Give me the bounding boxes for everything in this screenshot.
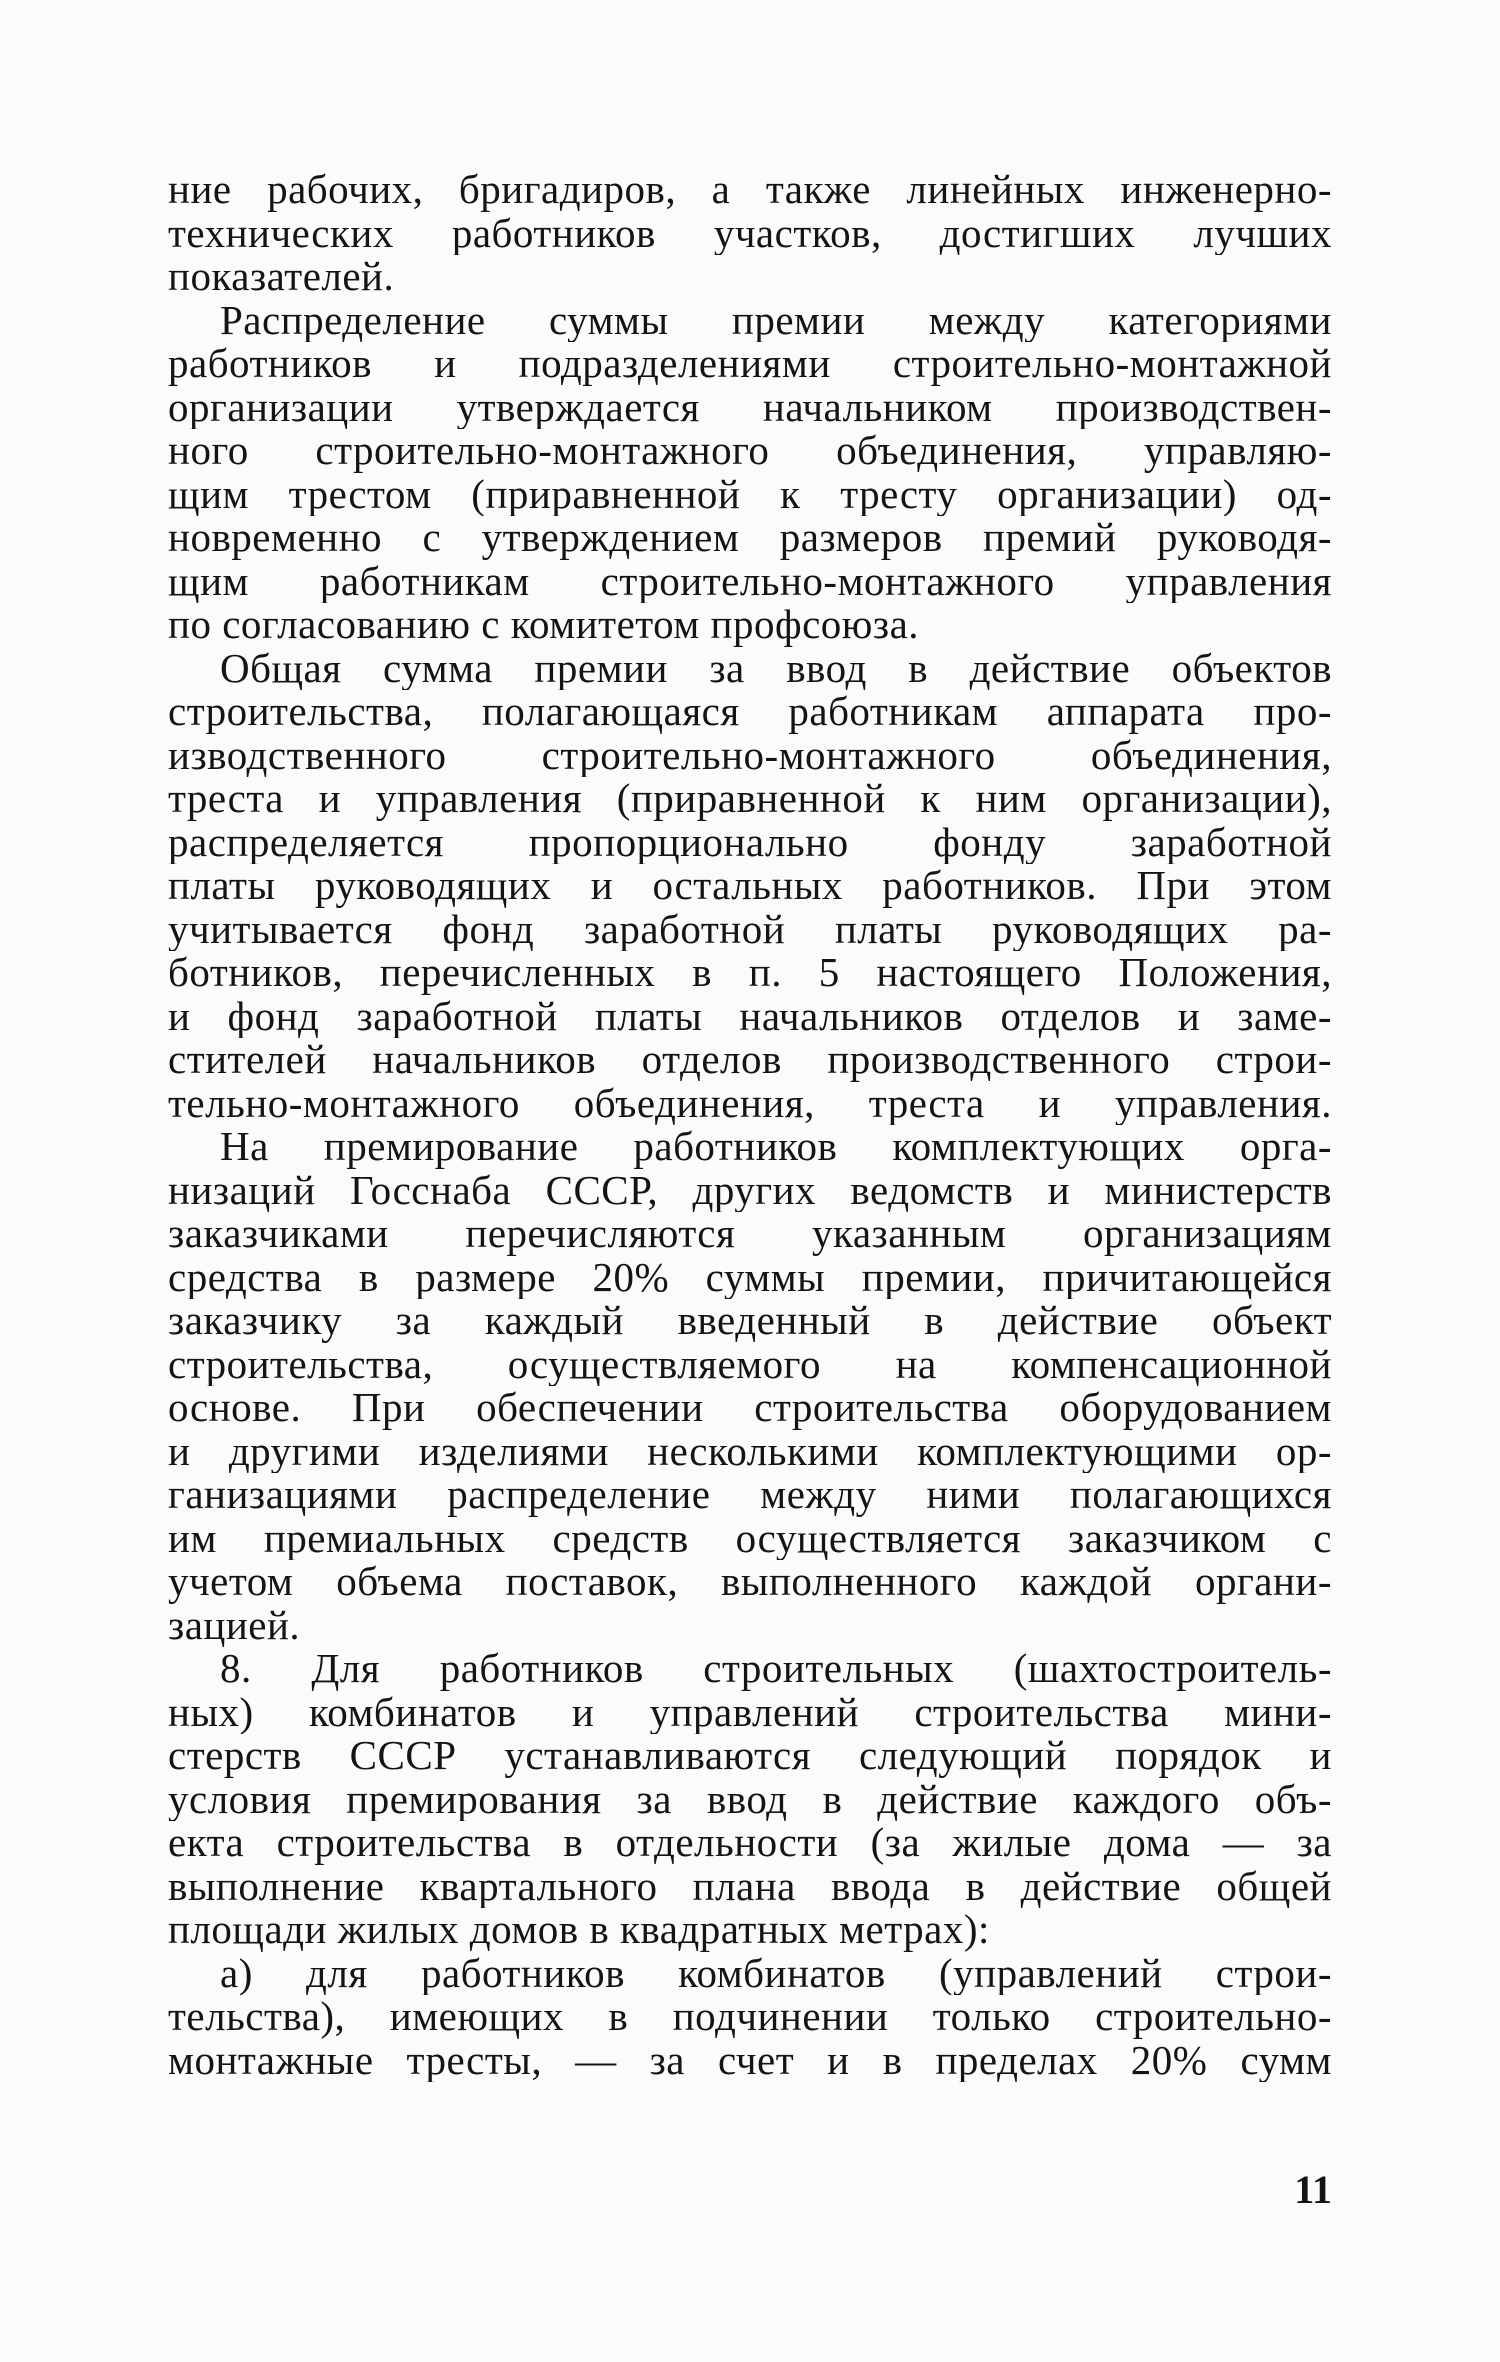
text-line: а) для работников комбинатов (управлений строи- bbox=[220, 1951, 1332, 1995]
text-line: организации утверждается начальником производствен- bbox=[168, 385, 1332, 429]
text-line: основе. При обеспечении строительства оборудованием bbox=[168, 1386, 1332, 1430]
text-line: распределяется пропорционально фонду заработной bbox=[168, 820, 1332, 864]
text-line: заказчику за каждый введенный в действие объект bbox=[168, 1299, 1332, 1343]
text-line: заказчиками перечисляются указанным организациям bbox=[168, 1212, 1332, 1256]
text-line: тельства), имеющих в подчинении только строительно- bbox=[168, 1995, 1332, 2039]
text-line: ных) комбинатов и управлений строительства мини- bbox=[168, 1690, 1332, 1734]
text-line: учитывается фонд заработной платы руководящих ра- bbox=[168, 907, 1332, 951]
paragraph bbox=[168, 1952, 1332, 2083]
text-line: строительства, осуществляемого на компенсационной bbox=[168, 1342, 1332, 1386]
paragraph bbox=[168, 1647, 1332, 1952]
text-line: ботников, перечисленных в п. 5 настоящего Положения, bbox=[168, 951, 1332, 995]
text-line: Распределение суммы премии между категориями bbox=[220, 298, 1332, 342]
text-line: На премирование работников комплектующих орга- bbox=[220, 1125, 1332, 1169]
text-line: щим трестом (приравненной к тресту организации) од- bbox=[168, 472, 1332, 516]
page-number: 11 bbox=[1294, 2167, 1332, 2212]
text-line: зацией. bbox=[168, 1603, 301, 1647]
paragraph bbox=[168, 299, 1332, 647]
text-line: стителей начальников отделов производственного строи- bbox=[168, 1038, 1332, 1082]
text-line: показателей. bbox=[168, 255, 395, 299]
text-line: и другими изделиями несколькими комплектующими ор- bbox=[168, 1429, 1332, 1473]
text-line: площади жилых домов в квадратных метрах): bbox=[168, 1908, 990, 1952]
text-line: екта строительства в отдельности (за жилые дома — за bbox=[168, 1821, 1332, 1865]
text-line: Общая сумма премии за ввод в действие объектов bbox=[220, 646, 1332, 690]
text-line: ного строительно-монтажного объединения, управляю- bbox=[168, 429, 1332, 473]
paragraph bbox=[168, 647, 1332, 1126]
text-line: технических работников участков, достигших лучших bbox=[168, 211, 1332, 255]
text-line: и фонд заработной платы начальников отделов и заме- bbox=[168, 994, 1332, 1038]
text-line: им премиальных средств осуществляется заказчиком с bbox=[168, 1516, 1332, 1560]
text-line: треста и управления (приравненной к ним организации), bbox=[168, 777, 1332, 821]
text-line: выполнение квартального плана ввода в действие общей bbox=[168, 1864, 1332, 1908]
text-line: ганизациями распределение между ними полагающихся bbox=[168, 1473, 1332, 1517]
paragraph bbox=[168, 168, 1332, 299]
text-line: 8. Для работников строительных (шахтостроитель- bbox=[220, 1647, 1332, 1691]
text-line: платы руководящих и остальных работников. При этом bbox=[168, 864, 1332, 908]
text-line: условия премирования за ввод в действие каждого объ- bbox=[168, 1777, 1332, 1821]
text-line: учетом объема поставок, выполненного каждой органи- bbox=[168, 1560, 1332, 1604]
text-line: монтажные тресты, — за счет и в пределах 20% сумм bbox=[168, 2038, 1332, 2082]
text-line: низаций Госснаба СССР, других ведомств и министерств bbox=[168, 1168, 1332, 1212]
text-line: ние рабочих, бригадиров, а также линейных инженерно- bbox=[168, 168, 1332, 212]
paragraph bbox=[168, 1125, 1332, 1647]
text-line: по согласованию с комитетом профсоюза. bbox=[168, 603, 920, 647]
page-body bbox=[168, 168, 1332, 2082]
text-line: стерств СССР устанавливаются следующий порядок и bbox=[168, 1734, 1332, 1778]
text-line: строительства, полагающаяся работникам аппарата про- bbox=[168, 690, 1332, 734]
text-line: тельно-монтажного объединения, треста и управления. bbox=[168, 1081, 1332, 1125]
text-line: средства в размере 20% суммы премии, причитающейся bbox=[168, 1255, 1332, 1299]
text-line: работников и подразделениями строительно-монтажной bbox=[168, 342, 1332, 386]
text-line: изводственного строительно-монтажного объединения, bbox=[168, 733, 1332, 777]
text-line: щим работникам строительно-монтажного управления bbox=[168, 559, 1332, 603]
text-line: новременно с утверждением размеров премий руководя- bbox=[168, 516, 1332, 560]
